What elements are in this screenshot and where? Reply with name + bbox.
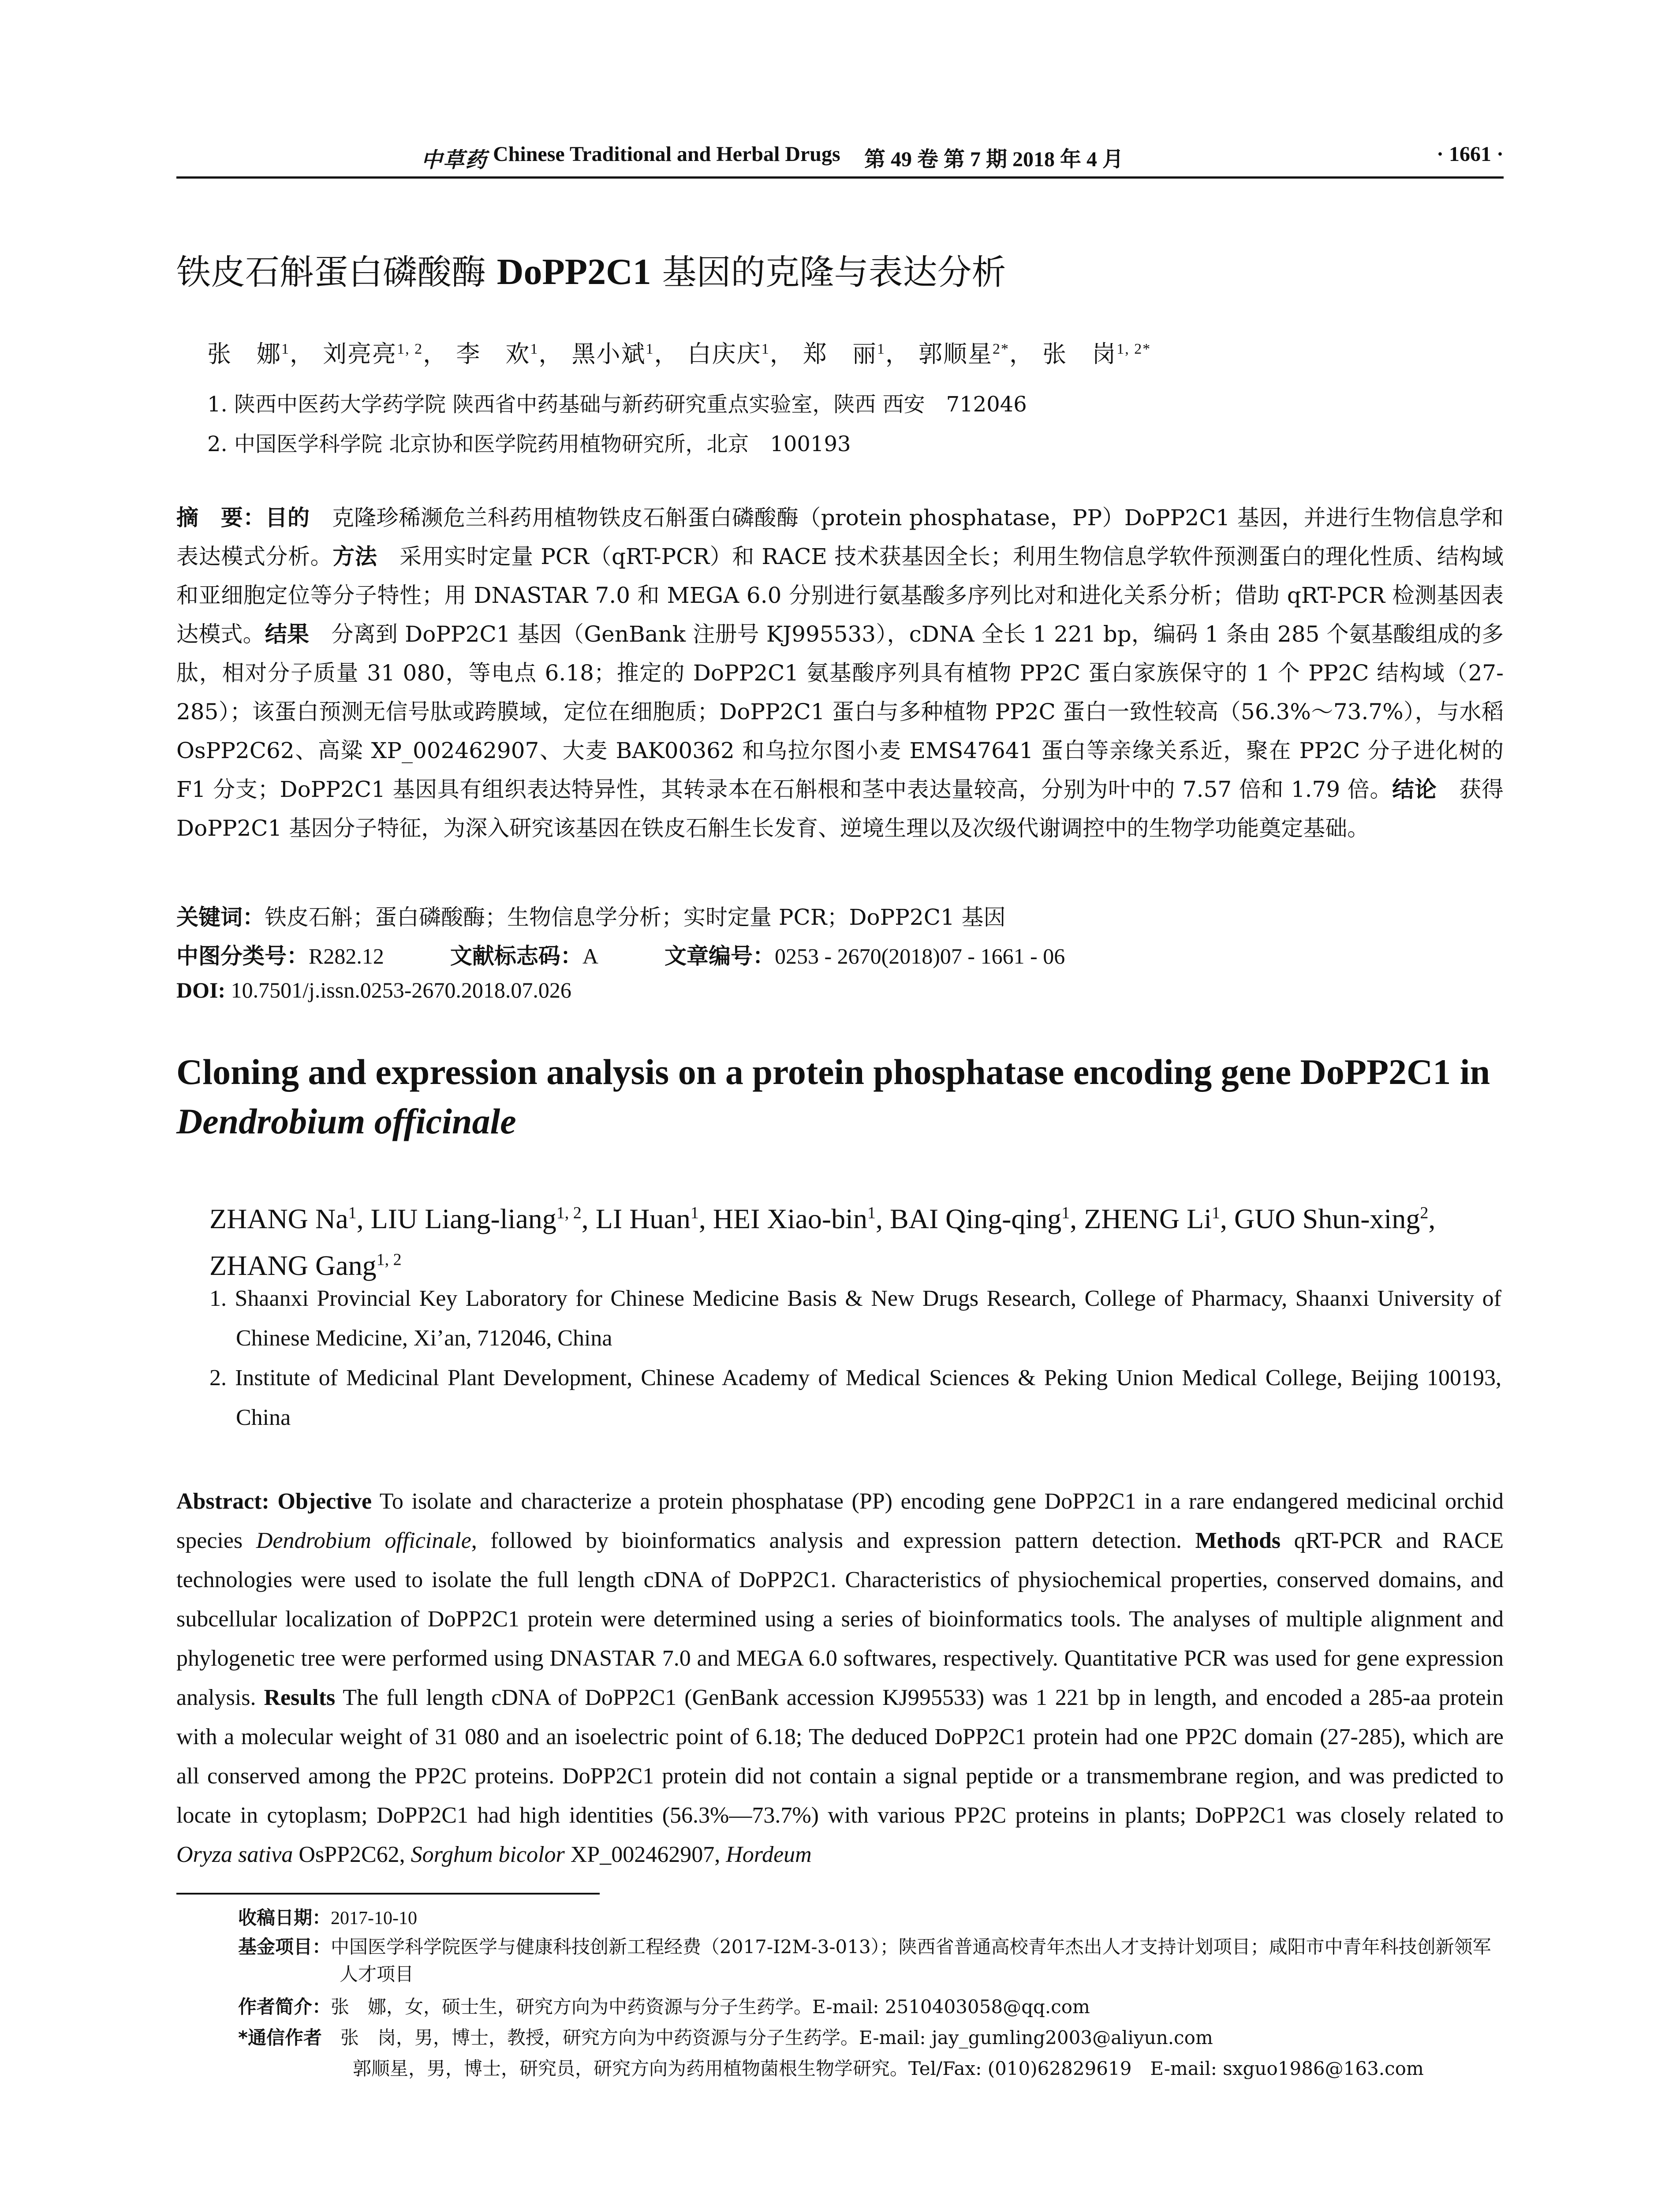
english-abstract: Abstract: Objective To isolate and characterize a protein phosphatase (PP) encoding gene DoPP2C1 in a rare endangered medicinal orchid species Dendrobium officinale, followed by bioinformatics analysis and expression pattern detection. Methods qRT-PCR and RACE technologies were used to isolate the full length cDNA of DoPP2C1. Characteristics of physiochemical properties, conserved domains, and subcellular localization of DoPP2C1 protein were determined using a series of bioinformatics tools. The analyses of multiple alignment and phylogenetic tree were performed using DNASTAR 7.0 and MEGA 6.0 softwares, respectively. Quantitative PCR was used for gene expression analysis. Results The full length cDNA of DoPP2C1 (GenBank accession KJ995533) was 1 221 bp in length, and encoded a 285-aa protein with a molecular weight of 31 080 and an isoelectric point of 6.18; The deduced DoPP2C1 protein had one PP2C domain (27-285), which are all conserved among the PP2C proteins. DoPP2C1 protein did not contain a signal peptide or a transmembrane region, and was predicted to locate in cytoplasm; DoPP2C1 had high identities (56.3%—73.7%) with various PP2C proteins in plants; DoPP2C1 was closely related to Oryza sativa OsPP2C62, Sorghum bicolor XP_002462907, Hordeum — [176, 1489, 1504, 1867]
footnote-fund: 基金项目：中国医学科学院医学与健康科技创新工程经费（2017-I2M-3-013）；陕西省普通高校青年杰出人才支持计划项目；咸阳市中青年科技创新领军人才项目 — [238, 1936, 1491, 1985]
author: 李 欢$^1$， — [456, 340, 564, 368]
chinese-title — [176, 245, 1006, 294]
chinese-authors — [207, 335, 1151, 369]
chinese-affiliation-2: 2. 中国医学科学院 北京协和医学院药用植物研究所，北京 100193 — [207, 432, 851, 456]
english-title-species: Dendrobium officinale — [176, 1101, 516, 1141]
page-number: · 1661 · — [1436, 142, 1504, 166]
author: ZHANG Na$^1$, — [209, 1203, 371, 1235]
footnote-corresponding-2: 郭顺星，男，博士，研究员，研究方向为药用植物菌根生物学研究。Tel/Fax: (010)62829619 E-mail: sxguo1986@163.com — [353, 2058, 1424, 2079]
footnote-rule — [176, 1893, 600, 1895]
author: HEI Xiao-bin$^1$, — [713, 1203, 890, 1235]
journal-name: Chinese Traditional and Herbal Drugs — [493, 142, 840, 166]
chinese-title-part: 铁皮石斛蛋白磷酸酶 — [176, 253, 497, 292]
chinese-abstract: 摘 要：目的 克隆珍稀濒危兰科药用植物铁皮石斛蛋白磷酸酶（protein phosphatase，PP）DoPP2C1 基因，并进行生物信息学和表达模式分析。方法 采用实时定量 PCR（qRT-PCR）和 RACE 技术获基因全长；利用生物信息学软件预测蛋白的理化性质、结构域和亚细胞定位等分子特性；用 DNASTAR 7.0 和 MEGA 6.0 分别进行氨基酸多序列比对和进化关系分析；借助 qRT-PCR 检测基因表达模式。结果 分离到 DoPP2C1 基因（GenBank 注册号 KJ995533），cDNA 全长 1 221 bp，编码 1 条由 285 个氨基酸组成的多肽，相对分子质量 31 080，等电点 6.18；推定的 DoPP2C1 氨基酸序列具有植物 PP2C 蛋白家族保守的 1 个 PP2C 结构域（27-285）；该蛋白预测无信号肽或跨膜域，定位在细胞质；DoPP2C1 蛋白与多种植物 PP2C 蛋白一致性较高（56.3%～73.7%），与水稻 OsPP2C62、高粱 XP_002462907、大麦 BAK00362 和乌拉尔图小麦 EMS47641 蛋白等亲缘关系近，聚在 PP2C 分子进化树的 F1 分支；DoPP2C1 基因具有组织表达特异性，其转录本在石斛根和茎中表达量较高，分别为叶中的 7.57 倍和 1.79 倍。结论 获得 DoPP2C1 基因分子特征，为深入研究该基因在铁皮石斛生长发育、逆境生理以及次级代谢调控中的生物学功能奠定基础。 — [176, 505, 1504, 841]
issue-info: 第 49 卷 第 7 期 2018 年 4 月 — [864, 148, 1124, 171]
author: BAI Qing-qing$^1$, — [889, 1203, 1084, 1235]
chinese-title-part: 基因的克隆与表达分析 — [651, 253, 1006, 292]
footnote-received: 收稿日期：2017-10-10 — [238, 1907, 417, 1928]
journal-logo: 中草药 — [421, 148, 488, 172]
author: 张 娜$^1$， — [207, 340, 314, 368]
english-title-line: Cloning and expression analysis on a protein phosphatase encoding gene DoPP2C1 in — [176, 1052, 1490, 1092]
english-affiliation-1: 1. Shaanxi Provincial Key Laboratory for Chinese Medicine Basis & New Drugs Research, College of Pharmacy, Shaanxi University of Chinese Medicine, Xi’an, 712046, China — [209, 1286, 1501, 1351]
chinese-title-gene: DoPP2C1 — [497, 251, 651, 292]
classification-line: 中图分类号：R282.12 文献标志码：A 文章编号：0253 - 2670(2018)07 - 1661 - 06 — [176, 943, 1065, 969]
running-header — [176, 140, 1504, 176]
doi-line: DOI: 10.7501/j.issn.0253-2670.2018.07.026 — [176, 978, 571, 1002]
author: 刘亮亮$^{1, 2}$， — [323, 340, 448, 368]
author: 张 岗$^{1, 2*}$ — [1042, 340, 1151, 368]
author: ZHENG Li$^1$, — [1084, 1203, 1234, 1235]
author: 郭顺星$^{2*}$， — [918, 340, 1034, 368]
chinese-affiliation-1: 1. 陕西中医药大学药学院 陕西省中药基础与新药研究重点实验室，陕西 西安 712046 — [207, 392, 1027, 417]
author: ZHANG Gang$^{1, 2}$ — [209, 1249, 402, 1281]
footnote-corresponding: *通信作者 张 岗，男，博士，教授，研究方向为中药资源与分子生药学。E-mail: jay_gumling2003@aliyun.com — [238, 2027, 1213, 2048]
chinese-keywords: 关键词：铁皮石斛；蛋白磷酸酶；生物信息学分析；实时定量 PCR；DoPP2C1 基因 — [176, 904, 1006, 930]
author: LIU Liang-liang$^{1, 2}$, — [370, 1203, 596, 1235]
footnote-author-bio: 作者简介：张 娜，女，硕士生，研究方向为中药资源与分子生药学。E-mail: 2510403058@qq.com — [238, 1996, 1090, 2018]
author: 白庆庆$^1$， — [687, 340, 795, 368]
author: LI Huan$^1$, — [595, 1203, 713, 1235]
author: 郑 丽$^1$， — [803, 340, 910, 368]
author: GUO Shun-xing$^2$, — [1234, 1203, 1436, 1235]
english-authors — [209, 1193, 1501, 1286]
english-affiliation-2: 2. Institute of Medicinal Plant Development, Chinese Academy of Medical Sciences & Peking Union Medical College, Beijing 100193, China — [209, 1365, 1501, 1430]
author: 黑小斌$^1$， — [571, 340, 679, 368]
header-rule — [176, 176, 1504, 179]
english-title — [176, 1047, 1504, 1146]
